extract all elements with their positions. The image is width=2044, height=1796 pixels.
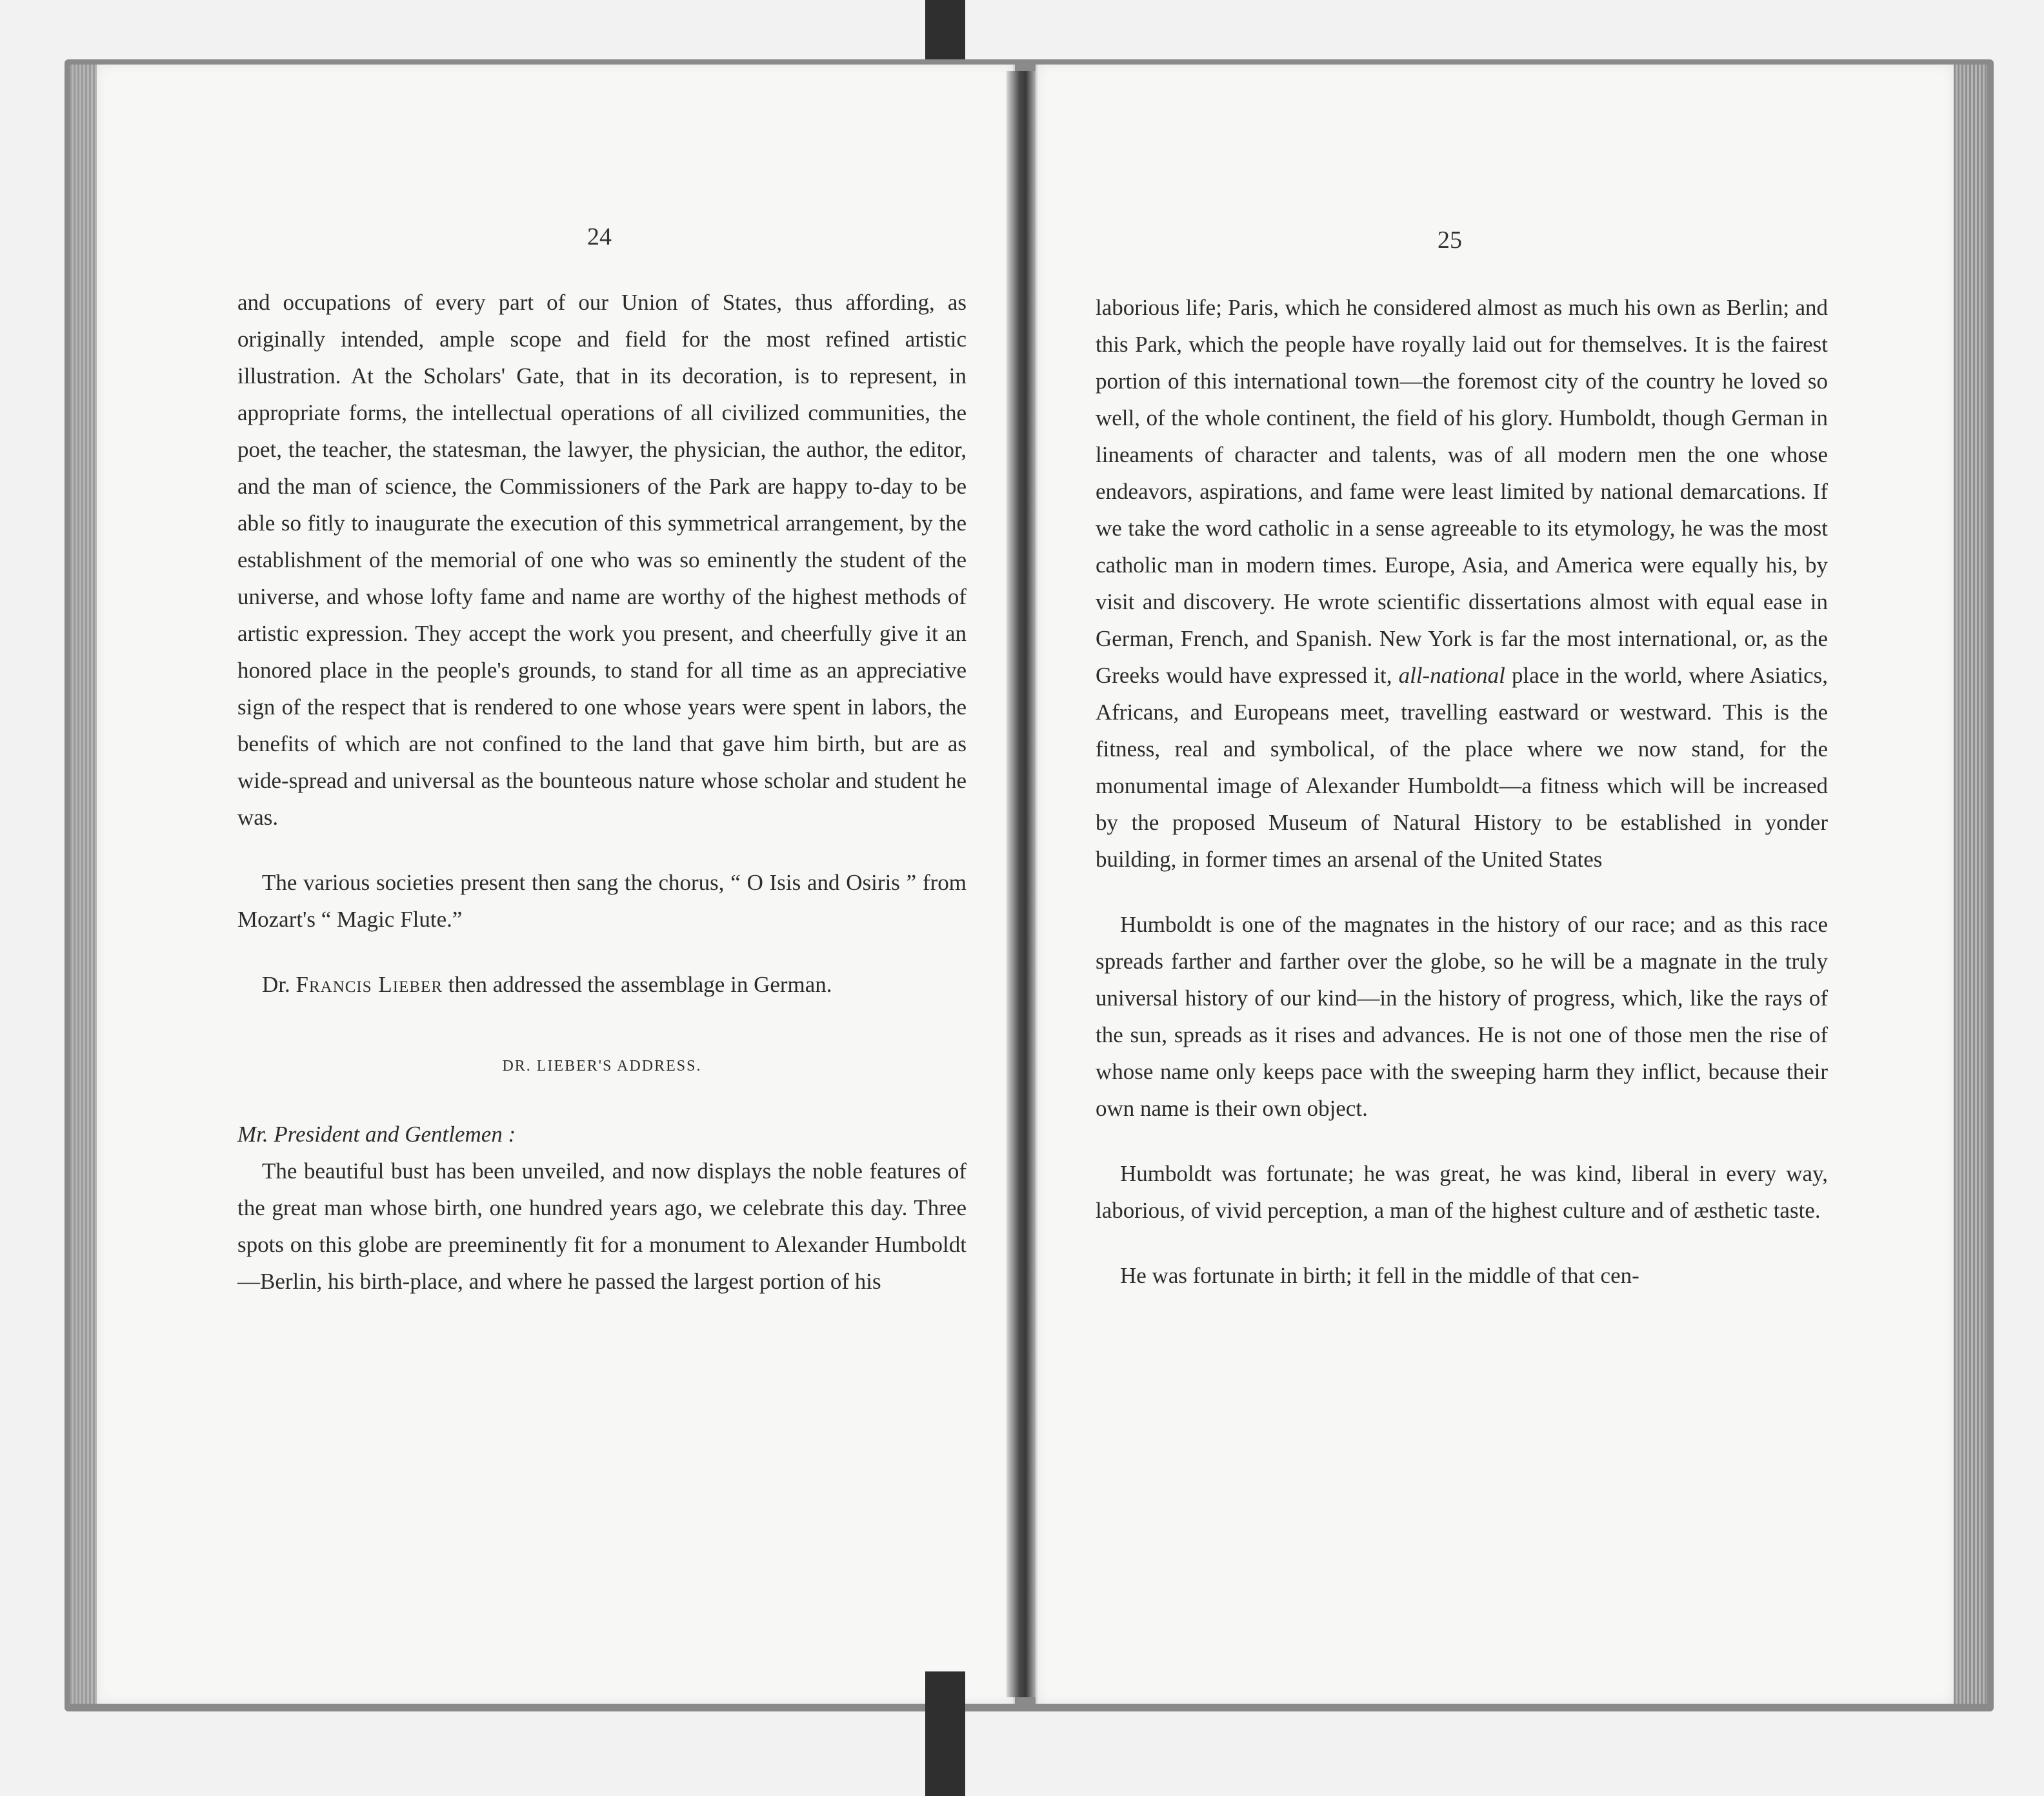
text-fragment: then addressed the assemblage in German. [448,972,832,997]
speaker-name: Francis Lieber [296,972,443,997]
page-edges-left [70,65,97,1704]
paragraph: He was fortunate in birth; it fell in the middle of that cen- [1120,1263,1639,1288]
page-edges-right [1952,65,1987,1704]
paragraph: Humboldt is one of the magnates in the history of our race; and as this race spreads farther and farther over the globe, so he will be a magnate in the truly universal history of our kind—in the history of progress, which, like the rays of the sun, spreads as it rises and advances. He is not one of those men the rise of whose name only keeps pace with the sweeping harm they inflict, because their own name is their own object. [1096,912,1828,1121]
text-fragment: laborious life; Paris, which he considered almost as much his own as Berlin; and this Park, which the people have royally laid out for themselves. It is the fairest portion of this international town—the foremost city of the country he loved so well, of the whole continent, the field of his glory. Humboldt, though German in lineaments of character and talents, was of all modern men the one whose endeavors, aspirations, and fame were least limited by national demarcations. If we take the word catholic in a sense agreeable to its etymology, he was the most catholic man in modern times. Europe, Asia, and America were equally his, by visit and discovery. He wrote scientific dissertations almost with equal ease in German, French, and Spanish. New York is far the most international, or, as the Greeks would have expressed it, [1096,295,1828,688]
salutation: Mr. President and Gentlemen : [237,1122,516,1147]
left-page [97,65,1015,1704]
page-text [1096,289,1828,1294]
right-page [1036,65,1954,1704]
page-number: 25 [1438,227,1462,254]
paragraph [1096,289,1828,878]
paragraph [237,966,967,1003]
paragraph: The beautiful bust has been unveiled, and now displays the noble features of the great man whose birth, one hundred years ago, we celebrate this day. Three spots on this globe are preeminently fit for a monument to Alexander Humboldt—Berlin, his birth-place, and where he passed the largest portion of his [237,1158,967,1294]
text-fragment: Dr. [262,972,290,997]
page-number: 24 [587,223,612,250]
paragraph: and occupations of every part of our Union of States, thus affording, as originally intended, ample scope and field for the most refined artistic illustration. At the Scholars' Gate, that in its decoration, is to represent, in appropriate forms, the intellectual operations of all civilized communities, the poet, the teacher, the statesman, the lawyer, the physician, the author, the editor, and the man of science, the Commissioners of the Park are happy to-day to be able so fitly to inaugurate the execution of this symmetrical arrangement, by the establishment of the memorial of one who was so eminently the student of the universe, and whose lofty fame and name are worthy of the highest methods of artistic expression. They accept the work you present, and cheerfully give it an honored place in the people's grounds, to stand for all time as an appreciative sign of the respect that is rendered to one whose years were spent in labors, the benefits of which are not confined to the land that gave him birth, but are as wide-spread and universal as the bounteous nature whose scholar and student he was. [237,290,967,830]
paragraph: The various societies present then sang the chorus, “ O Isis and Osiris ” from Mozart's “ Magic Flute.” [237,870,967,932]
bookmark-ribbon-bottom [925,1671,965,1796]
paragraph: Humboldt was fortunate; he was great, he was kind, liberal in every way, laborious, of vivid perception, a man of the highest culture and of æsthetic taste. [1096,1161,1828,1223]
text-fragment: place in the world, where Asiatics, Africans, and Europeans meet, travelling eastward or westward. This is the fitness, real and symbolical, of the place where we now stand, for the monumental image of Alexander Humboldt—a fitness which will be increased by the proposed Museum of Natural History to be established in yonder building, in former times an arsenal of the United States [1096,663,1829,872]
book-gutter [1007,71,1039,1697]
italic-term: all-national [1398,663,1505,688]
page-text [237,284,967,1300]
section-heading: DR. LIEBER'S ADDRESS. [502,1058,702,1075]
